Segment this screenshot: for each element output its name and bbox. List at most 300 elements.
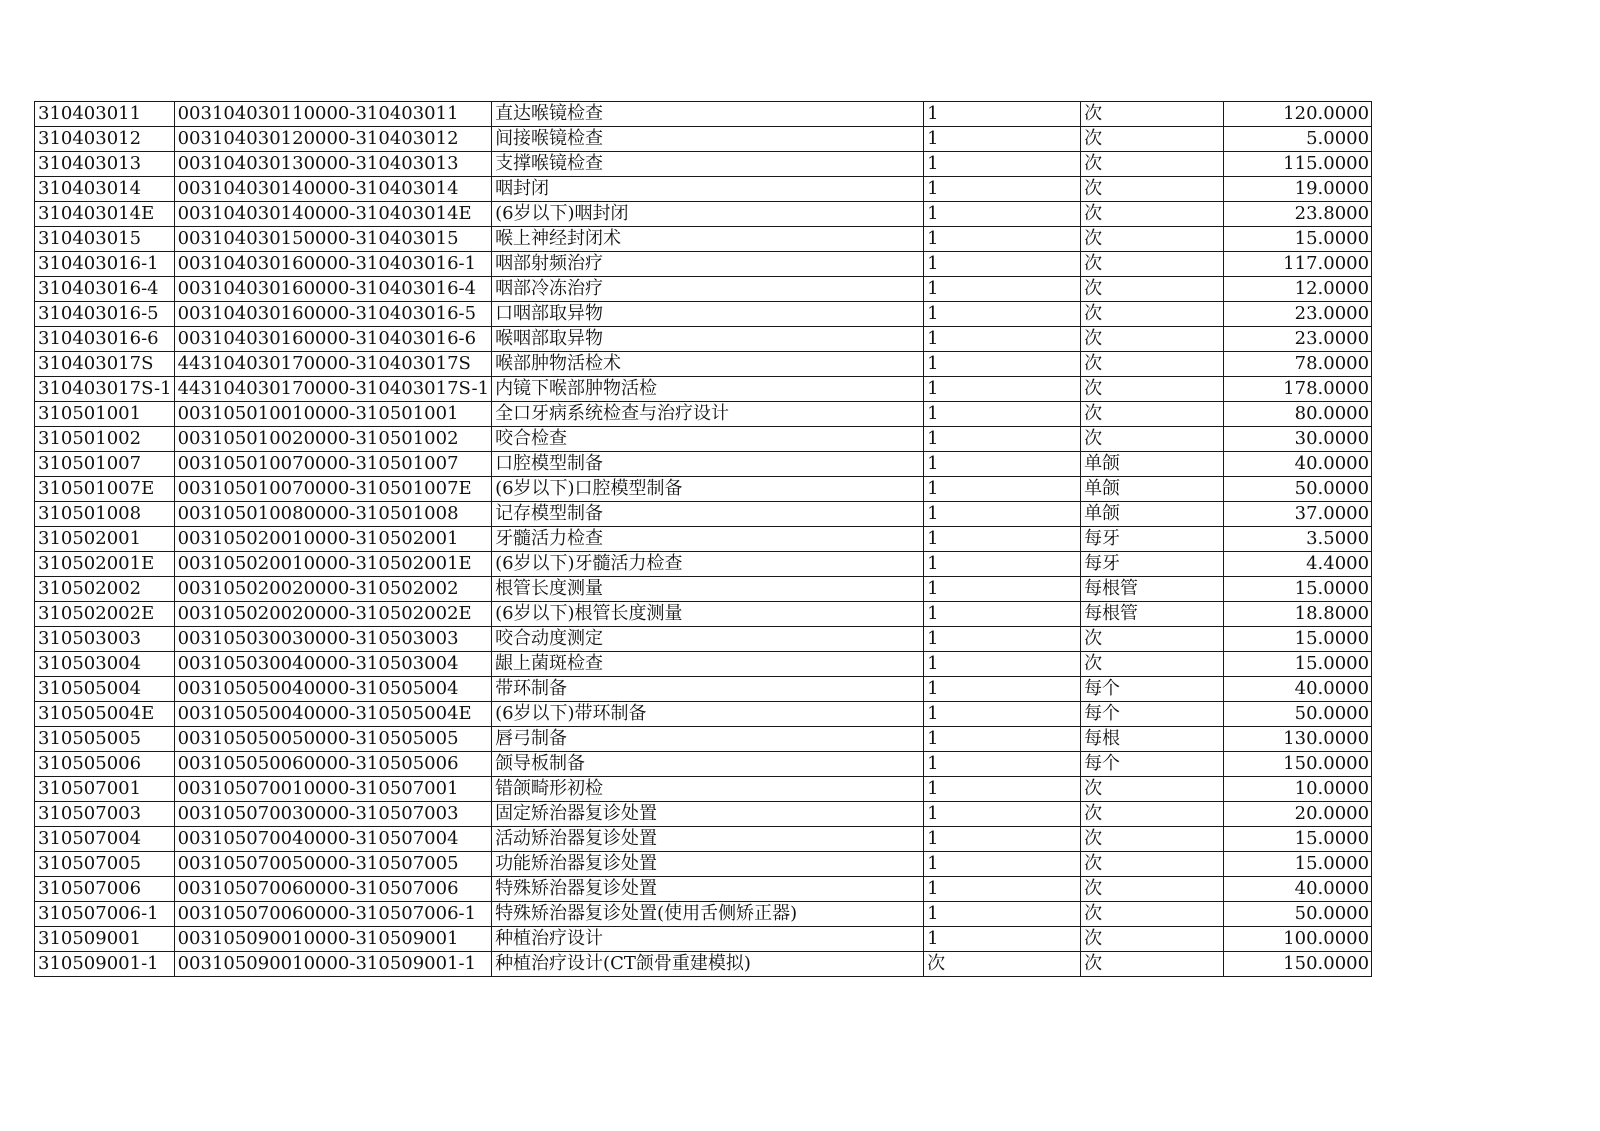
price-cell	[1224, 227, 1372, 252]
national-code: 003104030140000-310403014	[177, 178, 459, 199]
unit: 次	[1084, 353, 1103, 374]
item-name: 错颌畸形初检	[495, 778, 604, 799]
item-name-cell	[492, 177, 924, 202]
item-code: 310503004	[38, 653, 142, 674]
price: 117.0000	[1283, 253, 1370, 274]
price-cell	[1224, 202, 1372, 227]
quantity: 1	[927, 203, 939, 224]
price-cell	[1224, 852, 1372, 877]
national-code: 003105020010000-310502001	[177, 528, 459, 549]
national-code: 003105090010000-310509001-1	[177, 953, 477, 974]
quantity-cell	[924, 152, 1081, 177]
price: 19.0000	[1294, 178, 1370, 199]
price: 120.0000	[1283, 103, 1370, 124]
item-code-cell	[35, 602, 175, 627]
item-name-cell	[492, 852, 924, 877]
item-name: 支撑喉镜检查	[495, 153, 604, 174]
quantity-cell	[924, 127, 1081, 152]
unit: 次	[1084, 378, 1103, 399]
unit: 次	[1084, 203, 1103, 224]
national-code: 003105030040000-310503004	[177, 653, 459, 674]
quantity: 1	[927, 453, 939, 474]
national-code-cell	[174, 802, 491, 827]
unit-cell	[1081, 802, 1224, 827]
price: 100.0000	[1283, 928, 1370, 949]
unit: 次	[1084, 228, 1103, 249]
item-code-cell	[35, 952, 175, 977]
item-name-cell	[492, 877, 924, 902]
item-code: 310403016-5	[38, 303, 159, 324]
price: 178.0000	[1283, 378, 1370, 399]
item-code-cell	[35, 627, 175, 652]
quantity-cell	[924, 352, 1081, 377]
unit: 次	[1084, 803, 1103, 824]
unit: 次	[1084, 928, 1103, 949]
unit: 次	[1084, 878, 1103, 899]
price: 15.0000	[1294, 578, 1370, 599]
price-cell	[1224, 602, 1372, 627]
quantity: 1	[927, 253, 939, 274]
price-cell	[1224, 327, 1372, 352]
unit-cell	[1081, 327, 1224, 352]
quantity: 1	[927, 853, 939, 874]
item-name: 咽部射频治疗	[495, 253, 604, 274]
national-code-cell	[174, 327, 491, 352]
item-code-cell	[35, 152, 175, 177]
table-row	[35, 827, 1372, 852]
national-code-cell	[174, 702, 491, 727]
national-code-cell	[174, 377, 491, 402]
item-code-cell	[35, 902, 175, 927]
table-row	[35, 952, 1372, 977]
price: 12.0000	[1294, 278, 1370, 299]
quantity-cell	[924, 902, 1081, 927]
item-code-cell	[35, 277, 175, 302]
price-cell	[1224, 902, 1372, 927]
price: 15.0000	[1294, 853, 1370, 874]
quantity-cell	[924, 252, 1081, 277]
item-code: 310507006	[38, 878, 142, 899]
item-name-cell	[492, 402, 924, 427]
table-row	[35, 552, 1372, 577]
unit: 次	[1084, 328, 1103, 349]
unit-cell	[1081, 677, 1224, 702]
national-code-cell	[174, 627, 491, 652]
item-code-cell	[35, 377, 175, 402]
unit: 次	[1084, 253, 1103, 274]
table-row	[35, 627, 1372, 652]
unit-cell	[1081, 152, 1224, 177]
item-code: 310403017S-1	[38, 378, 172, 399]
unit-cell	[1081, 602, 1224, 627]
item-code: 310403016-4	[38, 278, 159, 299]
national-code: 003104030120000-310403012	[177, 128, 459, 149]
price: 15.0000	[1294, 628, 1370, 649]
unit-cell	[1081, 452, 1224, 477]
item-name: 喉咽部取异物	[495, 328, 604, 349]
quantity-cell	[924, 477, 1081, 502]
item-code: 310501002	[38, 428, 142, 449]
item-code: 310403015	[38, 228, 142, 249]
item-code: 310502001	[38, 528, 142, 549]
unit: 次	[1084, 403, 1103, 424]
quantity: 1	[927, 703, 939, 724]
item-code-cell	[35, 327, 175, 352]
quantity-cell	[924, 702, 1081, 727]
unit: 每根管	[1084, 578, 1139, 599]
quantity: 1	[927, 278, 939, 299]
national-code: 003105070010000-310507001	[177, 778, 459, 799]
quantity-cell	[924, 452, 1081, 477]
quantity: 1	[927, 528, 939, 549]
price: 50.0000	[1294, 703, 1370, 724]
national-code-cell	[174, 427, 491, 452]
item-name: 固定矫治器复诊处置	[495, 803, 658, 824]
item-name: (6岁以下)带环制备	[495, 703, 647, 724]
price: 30.0000	[1294, 428, 1370, 449]
quantity: 1	[927, 128, 939, 149]
price-cell	[1224, 577, 1372, 602]
price: 15.0000	[1294, 828, 1370, 849]
quantity-cell	[924, 677, 1081, 702]
item-name-cell	[492, 677, 924, 702]
quantity-cell	[924, 327, 1081, 352]
item-code: 310509001	[38, 928, 142, 949]
item-code-cell	[35, 927, 175, 952]
item-code-cell	[35, 702, 175, 727]
national-code: 003105050040000-310505004E	[177, 703, 472, 724]
unit-cell	[1081, 852, 1224, 877]
unit-cell	[1081, 202, 1224, 227]
table-row	[35, 227, 1372, 252]
unit-cell	[1081, 577, 1224, 602]
national-code-cell	[174, 852, 491, 877]
quantity-cell	[924, 402, 1081, 427]
quantity-cell	[924, 602, 1081, 627]
item-code-cell	[35, 852, 175, 877]
unit: 单颌	[1084, 453, 1121, 474]
item-code-cell	[35, 752, 175, 777]
item-code: 310502001E	[38, 553, 155, 574]
table-row	[35, 452, 1372, 477]
unit: 次	[1084, 303, 1103, 324]
unit: 次	[1084, 428, 1103, 449]
quantity: 1	[927, 403, 939, 424]
quantity: 1	[927, 603, 939, 624]
unit-cell	[1081, 277, 1224, 302]
item-name: 直达喉镜检查	[495, 103, 604, 124]
quantity: 1	[927, 503, 939, 524]
quantity: 1	[927, 753, 939, 774]
item-name-cell	[492, 127, 924, 152]
item-code-cell	[35, 477, 175, 502]
item-code-cell	[35, 652, 175, 677]
item-name-cell	[492, 327, 924, 352]
national-code: 003105070030000-310507003	[177, 803, 459, 824]
price: 18.8000	[1294, 603, 1370, 624]
item-name: (6岁以下)口腔模型制备	[495, 478, 683, 499]
item-code: 310501001	[38, 403, 142, 424]
item-name: (6岁以下)牙髓活力检查	[495, 553, 683, 574]
national-code-cell	[174, 277, 491, 302]
national-code-cell	[174, 827, 491, 852]
item-code-cell	[35, 252, 175, 277]
quantity-cell	[924, 752, 1081, 777]
item-code: 310501008	[38, 503, 142, 524]
quantity: 1	[927, 303, 939, 324]
national-code: 003104030160000-310403016-6	[177, 328, 477, 349]
unit-cell	[1081, 102, 1224, 127]
unit: 每根	[1084, 728, 1121, 749]
unit: 每个	[1084, 753, 1121, 774]
national-code: 003105090010000-310509001	[177, 928, 459, 949]
quantity: 1	[927, 628, 939, 649]
item-code: 310507001	[38, 778, 142, 799]
quantity-cell	[924, 577, 1081, 602]
national-code: 003105010080000-310501008	[177, 503, 459, 524]
price-cell	[1224, 652, 1372, 677]
unit-cell	[1081, 427, 1224, 452]
national-code-cell	[174, 127, 491, 152]
unit: 次	[1084, 953, 1103, 974]
item-code: 310403016-6	[38, 328, 159, 349]
item-code: 310403016-1	[38, 253, 159, 274]
table-row	[35, 927, 1372, 952]
item-code: 310502002E	[38, 603, 155, 624]
quantity: 1	[927, 578, 939, 599]
item-name-cell	[492, 802, 924, 827]
item-code: 310503003	[38, 628, 142, 649]
item-name: 特殊矫治器复诊处置(使用舌侧矫正器)	[495, 903, 798, 924]
price: 3.5000	[1306, 528, 1370, 549]
unit-cell	[1081, 877, 1224, 902]
item-name-cell	[492, 477, 924, 502]
quantity-cell	[924, 852, 1081, 877]
unit-cell	[1081, 552, 1224, 577]
quantity: 1	[927, 328, 939, 349]
item-code: 310509001-1	[38, 953, 159, 974]
national-code-cell	[174, 552, 491, 577]
national-code-cell	[174, 727, 491, 752]
quantity-cell	[924, 552, 1081, 577]
unit: 单颌	[1084, 478, 1121, 499]
item-name: 咬合动度测定	[495, 628, 604, 649]
quantity-cell	[924, 527, 1081, 552]
table-row	[35, 177, 1372, 202]
price-cell	[1224, 527, 1372, 552]
quantity: 1	[927, 903, 939, 924]
price-cell	[1224, 252, 1372, 277]
item-code-cell	[35, 727, 175, 752]
item-name-cell	[492, 452, 924, 477]
item-name: 口腔模型制备	[495, 453, 604, 474]
item-name-cell	[492, 202, 924, 227]
national-code-cell	[174, 952, 491, 977]
item-name-cell	[492, 777, 924, 802]
price-cell	[1224, 352, 1372, 377]
unit: 次	[1084, 628, 1103, 649]
item-code-cell	[35, 802, 175, 827]
item-code-cell	[35, 777, 175, 802]
national-code: 003104030140000-310403014E	[177, 203, 472, 224]
item-code-cell	[35, 177, 175, 202]
quantity-cell	[924, 827, 1081, 852]
item-code: 310505006	[38, 753, 142, 774]
price: 150.0000	[1283, 953, 1370, 974]
item-name-cell	[492, 252, 924, 277]
table-row	[35, 527, 1372, 552]
item-name: 喉部肿物活检术	[495, 353, 622, 374]
national-code-cell	[174, 452, 491, 477]
quantity: 1	[927, 378, 939, 399]
unit-cell	[1081, 477, 1224, 502]
unit: 每牙	[1084, 528, 1121, 549]
quantity-cell	[924, 302, 1081, 327]
unit: 次	[1084, 903, 1103, 924]
item-name-cell	[492, 727, 924, 752]
national-code-cell	[174, 252, 491, 277]
unit-cell	[1081, 127, 1224, 152]
national-code-cell	[174, 777, 491, 802]
national-code: 003105030030000-310503003	[177, 628, 459, 649]
table-row	[35, 602, 1372, 627]
price: 150.0000	[1283, 753, 1370, 774]
price: 40.0000	[1294, 878, 1370, 899]
unit: 次	[1084, 653, 1103, 674]
unit: 每个	[1084, 703, 1121, 724]
item-code: 310403011	[38, 103, 142, 124]
item-code-cell	[35, 877, 175, 902]
quantity: 1	[927, 428, 939, 449]
item-name: 内镜下喉部肿物活检	[495, 378, 658, 399]
quantity: 1	[927, 878, 939, 899]
price-cell	[1224, 627, 1372, 652]
item-code: 310505004	[38, 678, 142, 699]
table-row	[35, 727, 1372, 752]
price-cell	[1224, 152, 1372, 177]
price-cell	[1224, 727, 1372, 752]
unit-cell	[1081, 702, 1224, 727]
quantity-cell	[924, 102, 1081, 127]
quantity-cell	[924, 652, 1081, 677]
quantity-cell	[924, 777, 1081, 802]
item-code-cell	[35, 402, 175, 427]
unit: 每根管	[1084, 603, 1139, 624]
item-name-cell	[492, 902, 924, 927]
national-code: 443104030170000-310403017S	[177, 353, 471, 374]
price-cell	[1224, 177, 1372, 202]
unit-cell	[1081, 377, 1224, 402]
quantity-cell	[924, 277, 1081, 302]
price-cell	[1224, 752, 1372, 777]
unit-cell	[1081, 902, 1224, 927]
national-code: 003105050040000-310505004	[177, 678, 459, 699]
item-code: 310403014E	[38, 203, 155, 224]
price: 23.0000	[1294, 328, 1370, 349]
item-name-cell	[492, 927, 924, 952]
price: 15.0000	[1294, 653, 1370, 674]
table-row	[35, 302, 1372, 327]
table-row	[35, 502, 1372, 527]
item-name-cell	[492, 952, 924, 977]
national-code: 003104030110000-310403011	[177, 103, 459, 124]
unit-cell	[1081, 402, 1224, 427]
item-name-cell	[492, 627, 924, 652]
table-row	[35, 277, 1372, 302]
item-name-cell	[492, 702, 924, 727]
price-cell	[1224, 777, 1372, 802]
item-name: 颌导板制备	[495, 753, 586, 774]
price: 20.0000	[1294, 803, 1370, 824]
unit-cell	[1081, 302, 1224, 327]
item-name-cell	[492, 302, 924, 327]
item-name: 咬合检查	[495, 428, 568, 449]
national-code-cell	[174, 527, 491, 552]
item-code-cell	[35, 677, 175, 702]
item-name: 记存模型制备	[495, 503, 604, 524]
item-name-cell	[492, 827, 924, 852]
quantity-cell	[924, 202, 1081, 227]
quantity: 1	[927, 153, 939, 174]
quantity-cell	[924, 427, 1081, 452]
table-row	[35, 127, 1372, 152]
table-row	[35, 752, 1372, 777]
quantity-cell	[924, 502, 1081, 527]
unit-cell	[1081, 527, 1224, 552]
national-code-cell	[174, 652, 491, 677]
table-row	[35, 702, 1372, 727]
price-cell	[1224, 277, 1372, 302]
unit: 次	[1084, 153, 1103, 174]
national-code-cell	[174, 477, 491, 502]
price-cell	[1224, 802, 1372, 827]
table-row	[35, 777, 1372, 802]
unit-cell	[1081, 952, 1224, 977]
unit: 每牙	[1084, 553, 1121, 574]
item-code: 310403017S	[38, 353, 154, 374]
price: 50.0000	[1294, 903, 1370, 924]
quantity: 1	[927, 728, 939, 749]
quantity: 1	[927, 103, 939, 124]
national-code: 003105010020000-310501002	[177, 428, 459, 449]
item-name-cell	[492, 152, 924, 177]
national-code: 003104030150000-310403015	[177, 228, 459, 249]
national-code-cell	[174, 902, 491, 927]
item-name-cell	[492, 502, 924, 527]
quantity-cell	[924, 177, 1081, 202]
item-name: (6岁以下)根管长度测量	[495, 603, 683, 624]
item-name-cell	[492, 102, 924, 127]
unit-cell	[1081, 827, 1224, 852]
unit-cell	[1081, 227, 1224, 252]
unit: 次	[1084, 828, 1103, 849]
item-name: 种植治疗设计(CT颌骨重建模拟)	[495, 953, 751, 974]
quantity: 1	[927, 178, 939, 199]
item-name: 种植治疗设计	[495, 928, 604, 949]
item-code: 310403014	[38, 178, 142, 199]
item-name-cell	[492, 527, 924, 552]
price: 80.0000	[1294, 403, 1370, 424]
unit-cell	[1081, 177, 1224, 202]
table-row	[35, 802, 1372, 827]
item-code: 310501007	[38, 453, 142, 474]
quantity: 1	[927, 803, 939, 824]
unit-cell	[1081, 777, 1224, 802]
item-name: 间接喉镜检查	[495, 128, 604, 149]
unit: 次	[1084, 778, 1103, 799]
national-code-cell	[174, 302, 491, 327]
quantity: 1	[927, 228, 939, 249]
